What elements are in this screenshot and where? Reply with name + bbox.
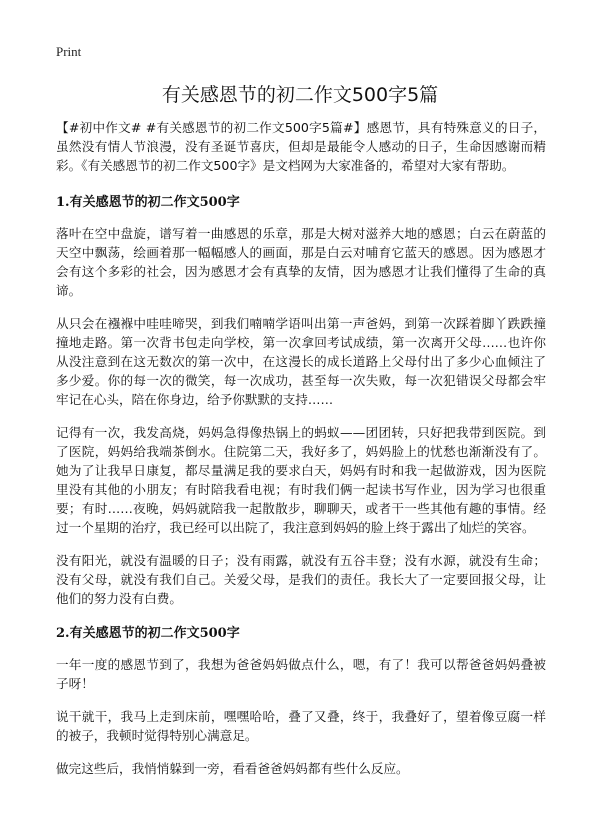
section-1-paragraph-2: 从只会在襁褓中哇哇啼哭，到我们喃喃学语叫出第一声爸妈，到第一次踩着脚丫跌跌撞撞地走路。第一次背书包走向学校，第一次拿回考试成绩，第一次离开父母……也许你从没注意到在这无数次的第一次中，在这漫长的成长道路上父母付出了多少心血倾注了多少爱。你的每一次的微笑，每一次成功，甚至每一次失败，每一次犯错误父母都会牢牢记在心头，陪在你身边，给予你默默的支持…… <box>56 316 546 407</box>
article-body <box>56 118 546 792</box>
print-link[interactable]: Print <box>56 44 82 59</box>
section-heading-2: 2.有关感恩节的初二作文500字 <box>56 626 240 641</box>
page-title: 有关感恩节的初二作文500字5篇 <box>161 84 439 106</box>
intro-paragraph: 【#初中作文# #有关感恩节的初二作文500字5篇#】感恩节，具有特殊意义的日子，虽然没有情人节浪漫，没有圣诞节喜庆，但却是最能令人感动的日子，生命因感谢而精彩。《有关感恩节的初二作文500字》是文档网为大家准备的，希望对大家有帮助。 <box>56 120 546 173</box>
section-heading-1: 1.有关感恩节的初二作文500字 <box>56 195 240 210</box>
section-2-paragraph-2: 说干就干，我马上走到床前，嘿嘿哈哈，叠了又叠，终于，我叠好了，望着像豆腐一样的被子，我顿时觉得特别心满意足。 <box>56 709 546 743</box>
section-1-paragraph-1: 落叶在空中盘旋，谱写着一曲感恩的乐章，那是大树对滋养大地的感恩；白云在蔚蓝的天空中飘荡，绘画着那一幅幅感人的画面，那是白云对哺育它蓝天的感恩。因为感恩才会有这个多彩的社会，因为感恩才会有真挚的友情，因为感恩才让我们懂得了生命的真谛。 <box>56 226 546 298</box>
section-1-paragraph-4: 没有阳光，就没有温暖的日子；没有雨露，就没有五谷丰登；没有水源，就没有生命；没有父母，就没有我们自己。关爱父母，是我们的责任。我长大了一定要回报父母，让他们的努力没有白费。 <box>56 553 546 606</box>
section-1-paragraph-3: 记得有一次，我发高烧，妈妈急得像热锅上的蚂蚁——团团转，只好把我带到医院。到了医院，妈妈给我端茶倒水。住院第二天，我好多了，妈妈脸上的忧愁也渐渐没有了。她为了让我早日康复，都尽量满足我的要求白天，妈妈有时和我一起做游戏，因为医院里没有其他的小朋友；有时陪我看电视；有时我们俩一起读书写作业，因为学习也很重要；有时……夜晚，妈妈就陪我一起散散步，聊聊天，或者干一些其他有趣的事情。经过一个星期的治疗，我已经可以出院了，我注意到妈妈的脸上终于露出了灿烂的笑容。 <box>56 425 546 535</box>
section-2-paragraph-1: 一年一度的感恩节到了，我想为爸爸妈妈做点什么，嗯，有了！我可以帮爸爸妈妈叠被子呀！ <box>56 657 546 691</box>
section-2-paragraph-3: 做完这些后，我悄悄躲到一旁，看看爸爸妈妈都有些什么反应。 <box>56 761 409 776</box>
